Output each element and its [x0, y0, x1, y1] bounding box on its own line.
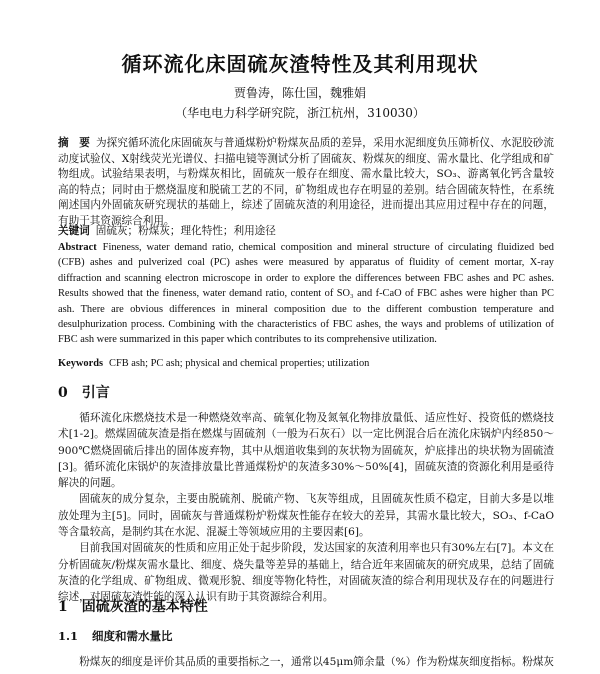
keywords-en-text: CFB ash; PC ash; physical and chemical properties; utilization	[109, 358, 370, 369]
section-heading-introduction	[58, 382, 554, 402]
subsection-title: 细度和需水量比	[92, 629, 173, 643]
paper-title: 循环流化床固硫灰渣特性及其利用现状	[121, 52, 479, 76]
abstract-cn-text: 为探究循环流化床固硫灰与普通煤粉炉粉煤灰品质的差异，采用水泥细度负压筛析仪、水泥胶砂流动度试验仪、X射线荧光光谱仪、扫描电镜等测试分析了固硫灰、粉煤灰的细度、需水量比、化学组成和矿物组成。试验结果表明，与粉煤灰相比，固硫灰一般存在细度、需水量比较大，SO₃、游离氧化钙含量较高的特点；同时由于燃烧温度和脱硫工艺的不同，矿物组成也存在明显的差别。结合固硫灰特性，在系统阐述国内外固硫灰研究现状的基础上，综述了固硫灰渣的利用途径，进而提出其应用过程中存在的问题，有助于其资源综合利用。	[58, 137, 555, 227]
section-heading-basic-properties	[58, 596, 554, 616]
keywords-en-label: Keywords	[58, 358, 104, 369]
paragraph: 目前我国对固硫灰的性质和应用正处于起步阶段，发达国家的灰渣利用率也只有30%左右[7]。本文在分析固硫灰/粉煤灰需水量比、细度、烧失量等差异的基础上，结合近年来固硫灰的研究成果，总结了固硫灰渣的化学组成、矿物组成、微观形貌、细度等物化特性，对固硫灰渣的综合利用现状及存在的问题进行综述，对固硫灰渣性能的深入认识有助于其资源综合利用。	[58, 542, 554, 604]
abstract-en	[58, 240, 554, 348]
subsection-heading-fineness	[58, 628, 554, 644]
keywords-en	[58, 356, 554, 371]
paragraph: 粉煤灰的细度是评价其品质的重要指标之一，通常以45μm筛余量（%）作为粉煤灰细度指标。粉煤灰	[79, 656, 555, 668]
subsection-number: 1.1	[58, 629, 79, 643]
section-title: 固硫灰渣的基本特性	[81, 599, 208, 615]
paragraph: 固硫灰的成分复杂，主要由脱硫剂、脱硫产物、飞灰等组成，且固硫灰性质不稳定，目前大多是以堆放处理为主[5]。同时，固硫灰与普通煤粉炉粉煤灰性能存在较大的差异，其需水量比较大，SO₃、f-CaO等含量较高，是制约其在水泥、混凝土等领域应用的主要因素[6]。	[58, 493, 554, 539]
paper-affiliation: （华电电力科学研究院，浙江杭州，310030）	[175, 106, 425, 120]
paper-authors: 贾鲁涛，陈仕国，魏雅娟	[233, 86, 366, 100]
introduction-body	[58, 410, 554, 606]
keywords-cn-label: 关键词	[58, 225, 90, 237]
abstract-en-label: Abstract	[58, 242, 97, 253]
section-number: 1	[58, 599, 68, 615]
keywords-cn-text: 固硫灰；粉煤灰；理化特性；利用途径	[95, 225, 276, 237]
abstract-en-text: Fineness, water demand ratio, chemical composition and mineral structure of circulating fluidized bed (CFB) ashes and pulverized coal (PC) ashes were measured by apparatus of fluidity of cement mortar, X-ray diffraction and scanning electron microscope in order to explore the differences between FBC ashes and PC ashes. Results showed that the fineness, water demand ratio, content of SO₃ and f-CaO of FBC ashes were higher than PC ash. There are obvious differences in mineral composition due to the different combustion temperature and desulphurization process. Combining with the characteristics of FBC ashes, the ways and problems of utilization of FBC ash were summarized in this paper which contributes to its comprehensive utilization.	[58, 242, 554, 346]
keywords-cn	[58, 224, 554, 239]
abstract-cn-label: 摘 要	[58, 137, 90, 149]
section-number: 0	[58, 385, 68, 401]
fineness-body	[58, 654, 554, 670]
section-title: 引言	[81, 385, 110, 401]
abstract-cn	[58, 136, 554, 230]
paragraph: 循环流化床燃烧技术是一种燃烧效率高、硫氧化物及氮氧化物排放量低、适应性好、投资低的燃烧技术[1-2]。燃煤固硫灰渣是指在燃煤与固硫剂（一般为石灰石）以一定比例混合后在流化床锅炉内经850～900℃燃烧固硫后排出的固体废弃物，其中从烟道收集到的灰状物为固硫灰，炉底排出的块状物为固硫渣[3]。循环流化床锅炉的灰渣排放量比普通煤粉炉的灰渣多30%～50%[4]，固硫灰渣的资源化利用是亟待解决的问题。	[58, 412, 554, 490]
